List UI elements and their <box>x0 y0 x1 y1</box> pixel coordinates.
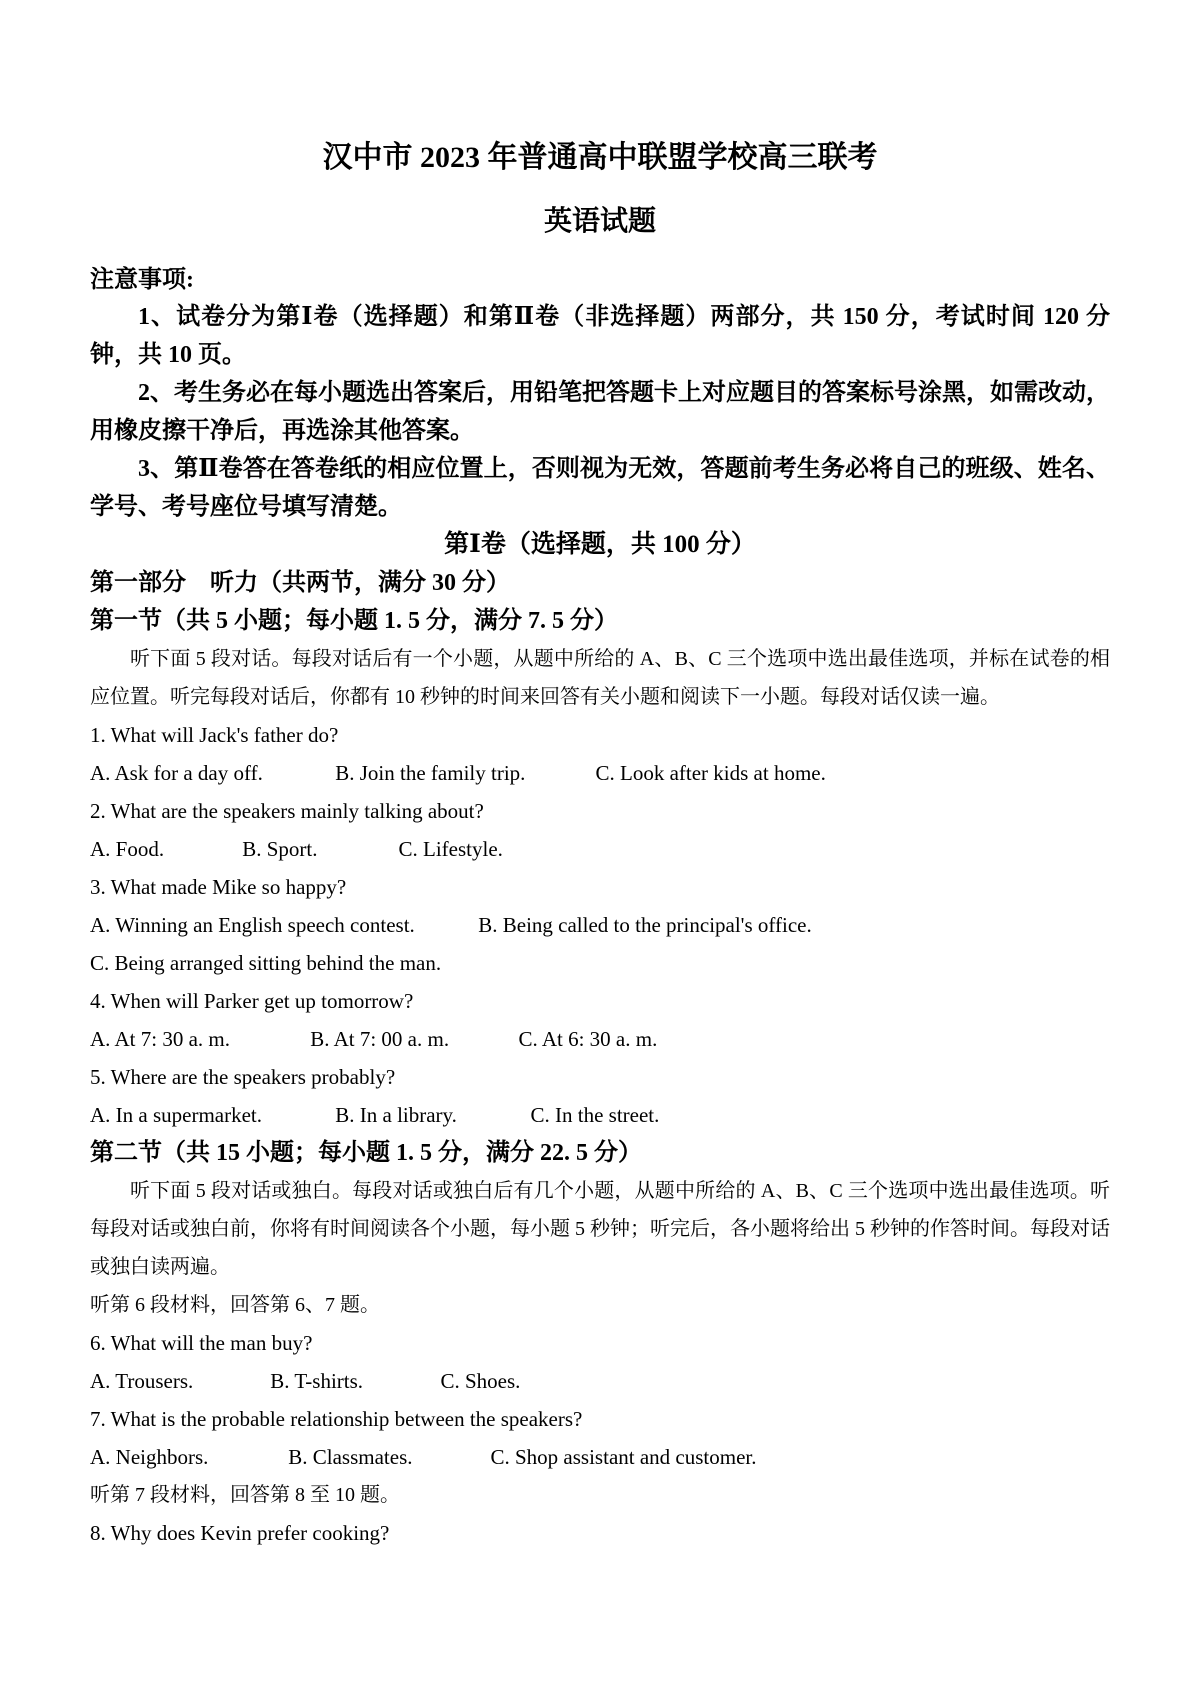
question-6-option-c: C. Shoes. <box>440 1369 521 1393</box>
question-2-text: 2. What are the speakers mainly talking about? <box>90 799 484 823</box>
question-7-option-a: A. Neighbors. <box>90 1445 209 1469</box>
question-5-option-a: A. In a supermarket. <box>90 1103 263 1127</box>
question-2-option-c: C. Lifestyle. <box>398 837 503 861</box>
section-1-intro: 听下面 5 段对话。每段对话后有一个小题，从题中所给的 A、B、C 三个选项中选出最佳选项，并标在试卷的相应位置。听完每段对话后，你都有 10 秒钟的时间来回答有关小题和阅读下一小题。每段对话仅读一遍。 <box>90 648 1110 708</box>
question-3-option-a: A. Winning an English speech contest. <box>90 913 415 937</box>
question-4-option-b: B. At 7: 00 a. m. <box>310 1027 450 1051</box>
question-1-option-b: B. Join the family trip. <box>335 761 526 785</box>
question-3-option-b: B. Being called to the principal's office. <box>478 913 812 937</box>
question-4-text: 4. When will Parker get up tomorrow? <box>90 989 414 1013</box>
notice-item-1: 1、试卷分为第Ⅰ卷（选择题）和第Ⅱ卷（非选择题）两部分，共 150 分，考试时间 120 分钟，共 10 页。 <box>90 304 1110 368</box>
exam-subtitle: 英语试题 <box>543 206 656 237</box>
question-3-text: 3. What made Mike so happy? <box>90 875 347 899</box>
question-3-option-c: C. Being arranged sitting behind the man. <box>90 951 442 975</box>
question-7-option-c: C. Shop assistant and customer. <box>490 1445 757 1469</box>
material-7-note: 听第 7 段材料，回答第 8 至 10 题。 <box>90 1484 400 1506</box>
question-1-option-a: A. Ask for a day off. <box>90 761 263 785</box>
section-1-title: 第一节（共 5 小题；每小题 1. 5 分，满分 7. 5 分） <box>90 608 618 634</box>
exam-title: 汉中市 2023 年普通高中联盟学校高三联考 <box>322 141 878 174</box>
question-5-option-c: C. In the street. <box>530 1103 660 1127</box>
question-1-options <box>90 754 1110 792</box>
notice-heading: 注意事项: <box>90 267 194 293</box>
question-7-text: 7. What is the probable relationship between the speakers? <box>90 1407 583 1431</box>
question-5-text: 5. Where are the speakers probably? <box>90 1065 396 1089</box>
question-8-text: 8. Why does Kevin prefer cooking? <box>90 1521 390 1545</box>
question-5-option-b: B. In a library. <box>335 1103 457 1127</box>
question-2-options <box>90 830 1110 868</box>
question-4-option-c: C. At 6: 30 a. m. <box>518 1027 658 1051</box>
question-6-option-b: B. T-shirts. <box>270 1369 364 1393</box>
notice-item-3: 3、第Ⅱ卷答在答卷纸的相应位置上，否则视为无效，答题前考生务必将自己的班级、姓名、学号、考号座位号填写清楚。 <box>90 456 1110 520</box>
question-3-options-row-2 <box>90 944 1110 982</box>
question-1-text: 1. What will Jack's father do? <box>90 723 339 747</box>
question-2-option-a: A. Food. <box>90 837 165 861</box>
question-7-option-b: B. Classmates. <box>288 1445 413 1469</box>
question-7-options <box>90 1438 1110 1476</box>
volume-1-header: 第Ⅰ卷（选择题，共 100 分） <box>444 531 756 558</box>
question-6-options <box>90 1362 1110 1400</box>
question-5-options <box>90 1096 1110 1134</box>
question-6-option-a: A. Trousers. <box>90 1369 194 1393</box>
notice-item-2: 2、考生务必在每小题选出答案后，用铅笔把答题卡上对应题目的答案标号涂黑，如需改动，用橡皮擦干净后，再选涂其他答案。 <box>90 380 1110 444</box>
question-4-option-a: A. At 7: 30 a. m. <box>90 1027 230 1051</box>
section-2-title: 第二节（共 15 小题；每小题 1. 5 分，满分 22. 5 分） <box>90 1140 642 1166</box>
question-3-options-row-1 <box>90 906 1110 944</box>
section-2-intro: 听下面 5 段对话或独白。每段对话或独白后有几个小题，从题中所给的 A、B、C 三个选项中选出最佳选项。听每段对话或独白前，你将有时间阅读各个小题，每小题 5 秒钟；听完后，各小题将给出 5 秒钟的作答时间。每段对话或独白读两遍。 <box>90 1180 1110 1278</box>
question-6-text: 6. What will the man buy? <box>90 1331 313 1355</box>
question-4-options <box>90 1020 1110 1058</box>
part-1-title: 第一部分 听力（共两节，满分 30 分） <box>90 570 510 596</box>
question-1-option-c: C. Look after kids at home. <box>595 761 826 785</box>
material-6-note: 听第 6 段材料，回答第 6、7 题。 <box>90 1294 380 1316</box>
question-2-option-b: B. Sport. <box>242 837 318 861</box>
